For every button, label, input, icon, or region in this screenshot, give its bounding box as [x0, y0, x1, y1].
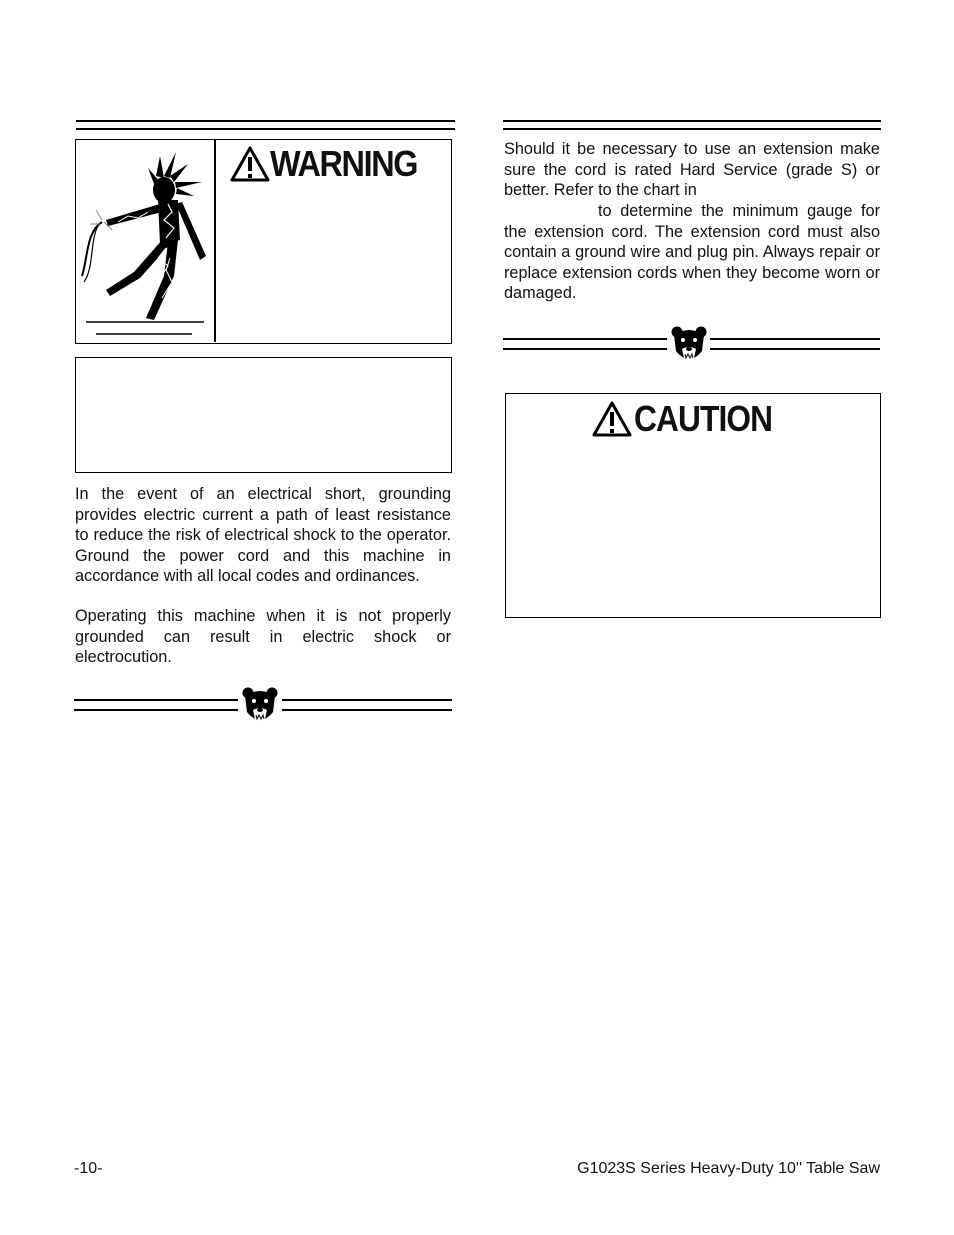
body-paragraph: Operating this machine when it is not properly grounded can result in electric shock or electrocution.: [75, 607, 451, 666]
divider-rule: [503, 128, 881, 130]
warning-header-text: WARNING: [270, 143, 418, 184]
manual-title: G1023S Series Heavy-Duty 10'' Table Saw: [577, 1160, 880, 1177]
divider-rule: [74, 699, 238, 701]
divider-rule: [503, 348, 667, 350]
divider-rule: [282, 699, 452, 701]
grounding-note-box: [75, 357, 452, 473]
divider-rule: [282, 709, 452, 711]
exclamation-triangle-icon: [230, 146, 270, 182]
page-number: -10-: [74, 1160, 103, 1177]
divider-rule: [710, 348, 880, 350]
caution-header-text: CAUTION: [634, 398, 773, 439]
divider-rule: [76, 128, 455, 130]
divider-rule: [503, 338, 667, 340]
bear-head-icon: [242, 686, 278, 726]
extension-cord-text-2: to determine the minimum gauge for the extension cord. The extension cord must also contain a ground wire and plug pin. Always repair or replace extension cords when they become worn or damaged.: [504, 202, 880, 302]
divider-rule: [503, 120, 881, 122]
divider-rule: [710, 338, 880, 340]
caution-box: [505, 393, 881, 618]
exclamation-triangle-icon: [592, 401, 632, 437]
extension-cord-paragraph-line2: [504, 201, 880, 304]
extension-cord-paragraph-line1: [504, 139, 880, 201]
body-paragraph: In the event of an electrical short, grounding provides electric current a path of least resistance to reduce the risk of electrical shock to the operator. Ground the power cord and this machine in accordance with all local codes and ordinances.: [75, 485, 451, 585]
electric-shock-figure-icon: [78, 148, 212, 338]
warning-box: [75, 139, 452, 344]
divider-rule: [74, 709, 238, 711]
warning-box-divider: [214, 140, 216, 342]
extension-cord-text-1: Should it be necessary to use an extension make sure the cord is rated Hard Service (grade S) or better. Refer to the chart in: [504, 140, 880, 199]
divider-rule: [76, 120, 455, 122]
bear-head-icon: [671, 325, 707, 365]
